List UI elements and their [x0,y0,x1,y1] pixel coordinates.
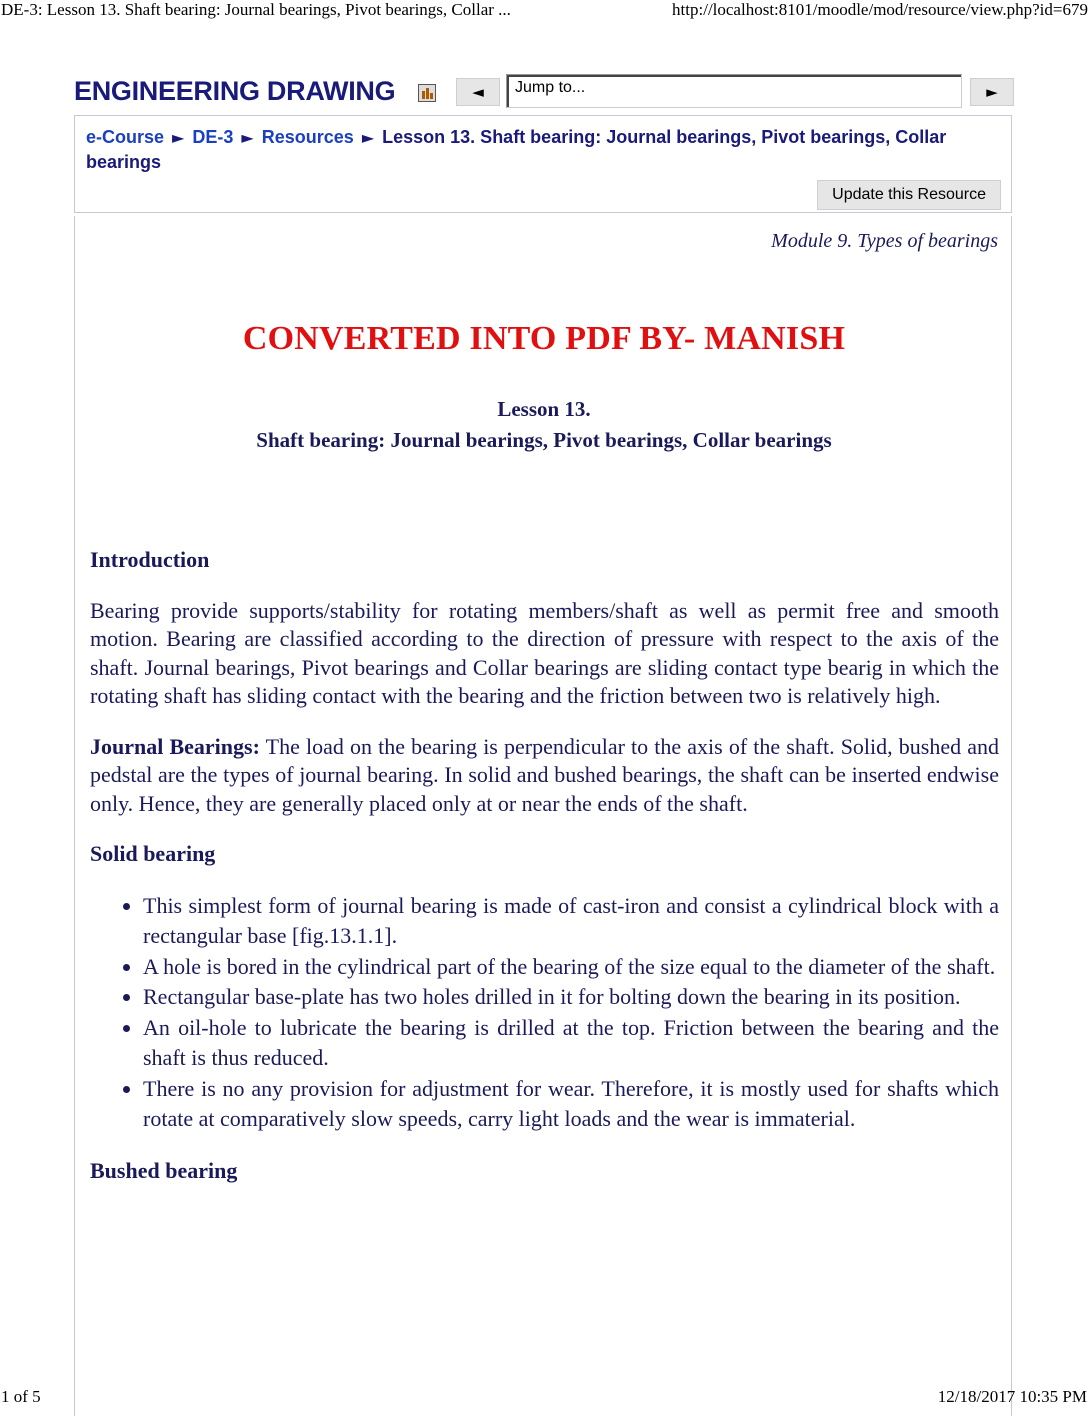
list-item: • There is no any provision for adjustment for wear. Therefore, it is mostly used for shafts which rotate at comparatively slow speeds, carry light loads and the wear is immaterial. [143,1074,999,1135]
list-item: • This simplest form of journal bearing is made of cast-iron and consist a cylindrical block with a rectangular base [fig.13.1.1]. [143,891,999,952]
list-item: • An oil-hole to lubricate the bearing is drilled at the top. Friction between the bearing and the shaft is thus reduced. [143,1013,999,1074]
solid-bearing-heading: Solid bearing [90,841,216,866]
journal-bearings-paragraph [90,733,999,819]
reports-icon[interactable] [418,84,436,102]
list-item: • A hole is bored in the cylindrical part of the bearing of the size equal to the diameter of the shaft. [143,952,999,983]
introduction-paragraph: Bearing provide supports/stability for rotating members/shaft as well as permit free and smooth motion. Bearing are classified according to the direction of pressure with respect to the axis of the shaft. Journal bearings, Pivot bearings and Collar bearings are sliding contact type bearig in which the rotating shaft has sliding contact with the bearing and the friction between two is relatively high. [90,597,999,708]
bushed-bearing-heading: Bushed bearing [90,1157,238,1183]
breadcrumb-current: Lesson 13. Shaft bearing: Journal bearings, Pivot bearings, Collar bearings [86,127,947,172]
previous-activity-button[interactable]: ◄ [456,78,500,106]
breadcrumb-separator: ► [172,128,185,147]
breadcrumb-separator: ► [241,128,254,147]
pdf-banner: CONVERTED INTO PDF BY- MANISH [242,320,846,357]
breadcrumb-link-de3[interactable]: DE-3 [192,127,234,147]
print-footer [0,1386,1088,1408]
next-activity-button[interactable]: ► [970,78,1014,106]
lesson-body [90,546,999,1185]
breadcrumb-bar [74,115,1012,213]
breadcrumb-link-resources[interactable]: Resources [261,127,354,147]
course-title[interactable]: ENGINEERING DRAWING [74,76,396,106]
breadcrumb-link-ecourse[interactable]: e-Course [86,127,165,147]
breadcrumb [86,125,1001,174]
list-item: • Rectangular base-plate has two holes drilled in it for bolting down the bearing in its position. [143,982,999,1013]
lesson-title: Shaft bearing: Journal bearings, Pivot bearings, Collar bearings [256,428,832,452]
module-label: Module 9. Types of bearings [771,230,998,252]
print-page-title: DE-3: Lesson 13. Shaft bearing: Journal bearings, Pivot bearings, Collar ... [1,0,511,19]
print-header [0,0,1088,24]
lesson-number: Lesson 13. [497,397,591,421]
jump-to-select[interactable]: Jump to... [506,74,962,108]
page-count: 1 of 5 [1,1387,41,1406]
breadcrumb-separator: ► [361,128,375,147]
journal-bearings-label: Journal Bearings: [90,733,260,759]
update-resource-button[interactable]: Update this Resource [817,180,1001,210]
print-page-url: http://localhost:8101/moodle/mod/resource/view.php?id=679 [672,0,1088,19]
resource-content [74,216,1012,1416]
navbar [74,72,1014,112]
introduction-heading: Introduction [90,547,210,572]
solid-bearing-list [90,891,999,1135]
journal-bearings-text: The load on the bearing is perpendicular to the axis of the shaft. Solid, bushed and pedstal are the types of journal bearing. In solid and bushed bearings, the shaft can be inserted endwise only. Hence, they are generally placed only at or near the ends of the shaft. [90,733,999,816]
print-datetime: 12/18/2017 10:35 PM [937,1387,1087,1406]
lesson-heading [75,394,1013,456]
